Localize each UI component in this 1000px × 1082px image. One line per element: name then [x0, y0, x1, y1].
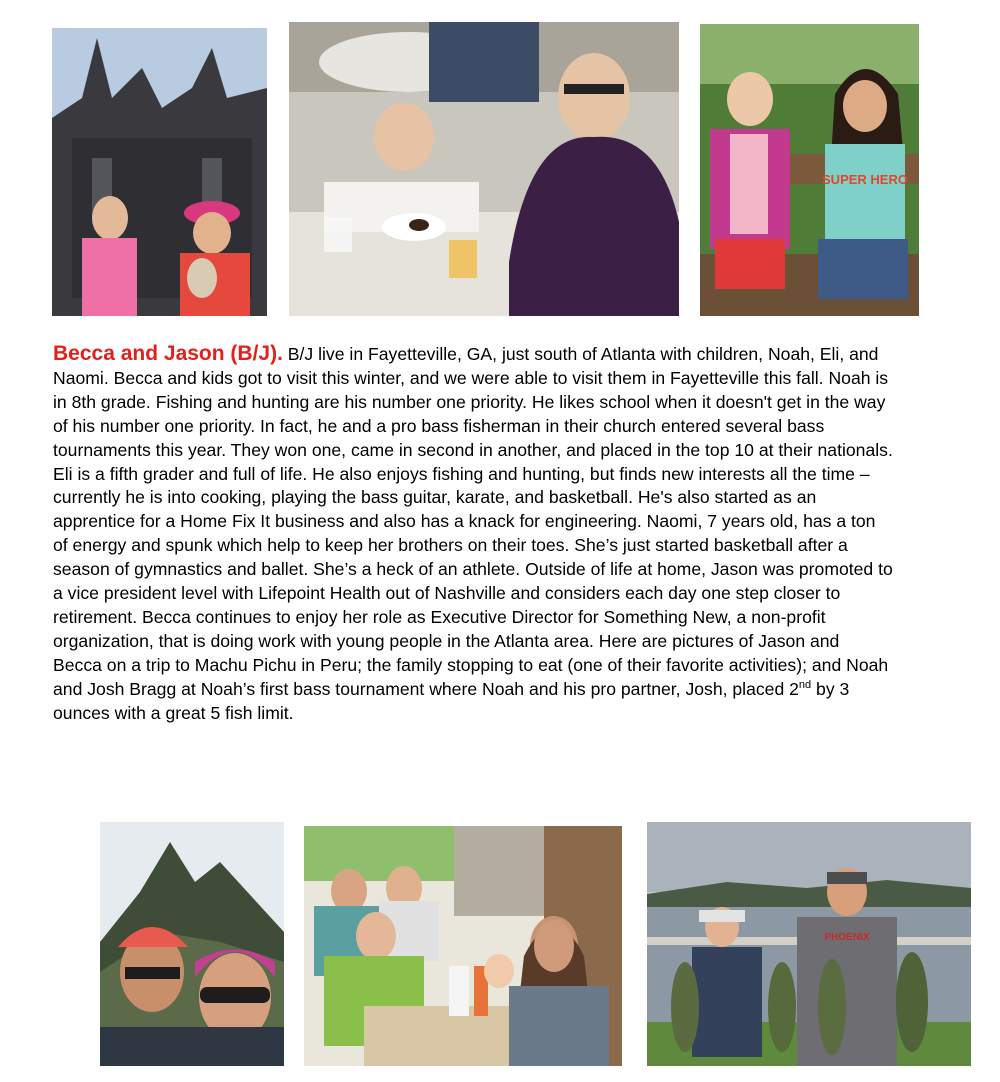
photo-machu-picchu	[100, 822, 284, 1066]
photo-bass-tournament	[647, 822, 971, 1066]
article-body-end: by 3 ounces with a great 5 fish limit.	[53, 678, 850, 723]
article-heading: Becca and Jason (B/J).	[53, 342, 283, 365]
photo-restaurant-family	[304, 826, 622, 1066]
photo-two-girls	[700, 24, 919, 316]
ordinal-suffix: nd	[798, 678, 812, 691]
photo-table-snack	[289, 22, 679, 316]
shirt-text: SUPER HERO	[822, 172, 908, 187]
article-paragraph	[53, 342, 893, 726]
photo-cathedral-girls	[52, 28, 267, 316]
article-body: B/J live in Fayetteville, GA, just south of Atlanta with children, Noah, Eli, and Naomi. Becca and kids got to visit this winter, and we were able to visit them in Fayetteville this fall. Noah is in 8th grade. Fishing and hunting are his number one priority. He likes school when it doesn't get in the way of his number one priority. In fact, he and a pro bass fisherman in their church entered several bass tournaments this year. They won one, came in second in another, and placed in the top 10 at their nationals. Eli is a fifth grader and full of life. He also enjoys fishing and hunting, but finds new interests all the time – currently he is into cooking, playing the bass guitar, karate, and basketball. He's also started as an apprentice for a Home Fix It business and also has a knack for engineering. Naomi, 7 years old, has a ton of energy and spunk which help to keep her brothers on their toes. She’s just started basketball after a season of gymnastics and ballet. She’s a heck of an athlete. Outside of life at home, Jason was promoted to a vice president level with Lifepoint Health out of Nashville and considers each day one step closer to retirement. Becca continues to enjoy her role as Executive Director for Something New, a non-profit organization, that is doing work with young people in the Atlanta area. Here are pictures of Jason and Becca on a trip to Machu Pichu in Peru; the family stopping to eat (one of their favorite activities); and Noah and Josh Bragg at Noah’s first bass tournament where Noah and his pro partner, Josh, placed 2	[53, 344, 893, 699]
shirt-text: PHOENIX	[824, 932, 870, 943]
